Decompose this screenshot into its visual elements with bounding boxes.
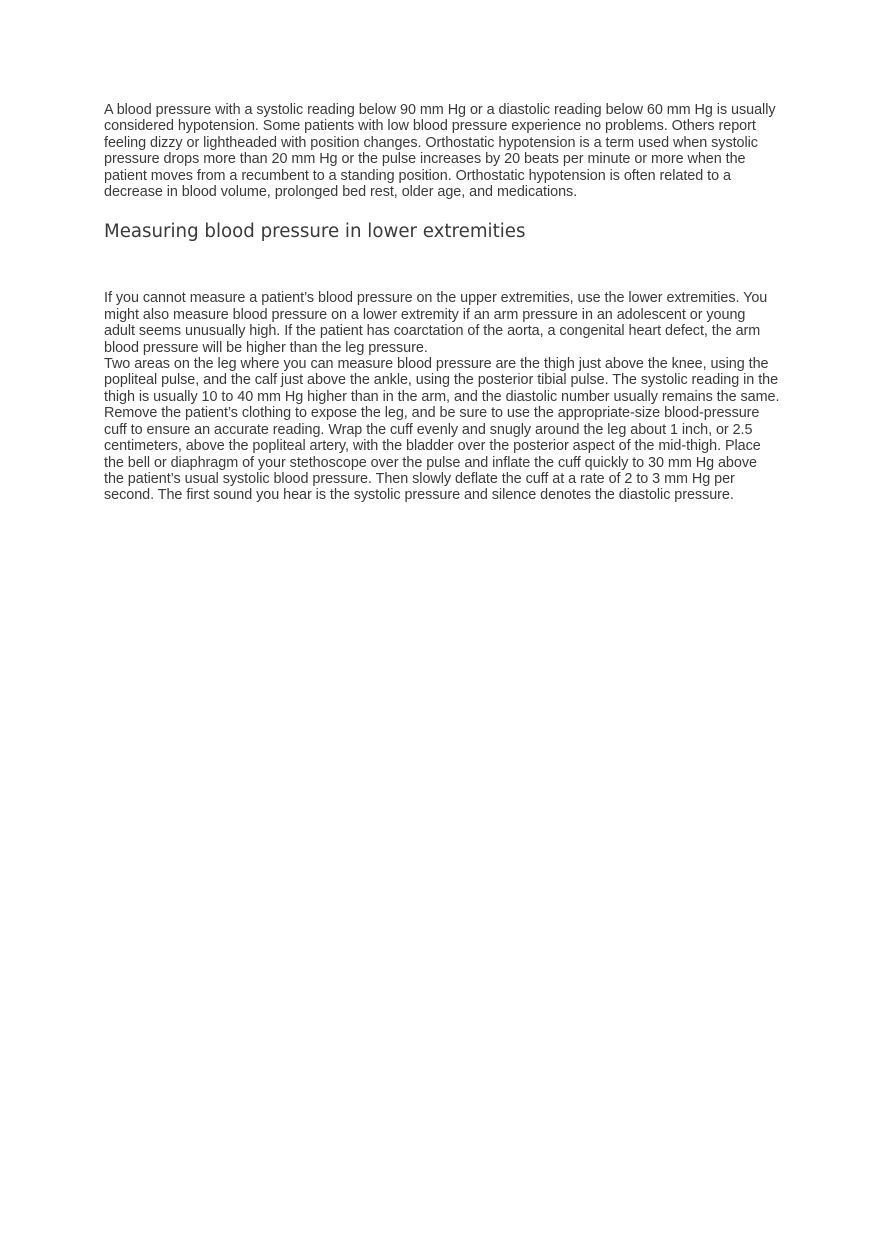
section-body [104, 290, 780, 503]
section-heading: Measuring blood pressure in lower extremities [104, 221, 526, 243]
body-paragraph-1: If you cannot measure a patient’s blood pressure on the upper extremities, use the lower extremities. You might also measure blood pressure on a lower extremity if an arm pressure in an adolescent or young adult seems unusually high. If the patient has coarctation of the aorta, a congenital heart defect, the arm blood pressure will be higher than the leg pressure. [104, 290, 768, 356]
intro-paragraph: A blood pressure with a systolic reading below 90 mm Hg or a diastolic reading below 60 mm Hg is usually considered hypotension. Some patients with low blood pressure experience no problems. Others report feeling dizzy or lightheaded with position changes. Orthostatic hypotension is a term used when systolic pressure drops more than 20 mm Hg or the pulse increases by 20 beats per minute or more when the patient moves from a recumbent to a standing position. Orthostatic hypotension is often related to a decrease in blood volume, prolonged bed rest, older age, and medications. [104, 102, 776, 201]
body-paragraph-2: Two areas on the leg where you can measure blood pressure are the thigh just above the knee, using the popliteal pulse, and the calf just above the ankle, using the posterior tibial pulse. The systolic reading in the thigh is usually 10 to 40 mm Hg higher than in the arm, and the diastolic number usually remains the same. [104, 356, 780, 405]
body-paragraph-3: Remove the patient’s clothing to expose the leg, and be sure to use the appropriate-size blood-pressure cuff to ensure an accurate reading. Wrap the cuff evenly and snugly around the leg about 1 inch, or 2.5 centimeters, above the popliteal artery, with the bladder over the posterior aspect of the mid-thigh. Place the bell or diaphragm of your stethoscope over the pulse and inflate the cuff quickly to 30 mm Hg above the patient’s usual systolic blood pressure. Then slowly deflate the cuff at a rate of 2 to 3 mm Hg per second. The first sound you hear is the systolic pressure and silence denotes the diastolic pressure. [104, 405, 761, 504]
document-content [104, 102, 780, 504]
